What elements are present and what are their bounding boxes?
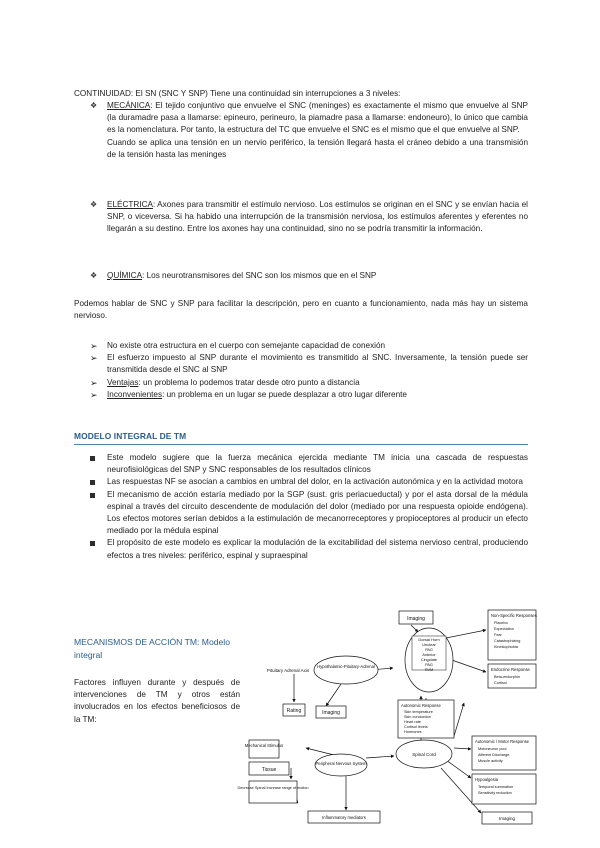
mecanica-label: MECÁNICA [107,101,151,110]
pag-line-text: PAG [425,648,433,652]
square-bullet-icon [90,456,95,461]
nonspecific-item: Catastrophizing [494,639,521,643]
section-title-modelo: MODELO INTEGRAL DE TM [74,431,528,445]
diamond-bullet-icon: ❖ [90,271,98,280]
inconvenientes-label: Inconvenientes [107,389,163,399]
modelo-item [90,476,528,488]
mecanica-text: : El tejido conjuntivo que envuelve el SNC (meninges) es exactamente el mismo que envuelve al SNP (la duramadre pasa a llamarse: epineuro, perineuro, la piamadre pasa a llamarse: endoneuro), lo único que cambia es la nomenclatura. Por tanto, la estructura del TC que envuelve el SNC es el mismo que el que envuelve al SNP. [107,101,528,135]
motor-item: Afferent Discharge [478,753,510,757]
rating-text: Rating [286,708,302,714]
autonomic-item: Skin conduction [404,715,431,719]
pag-line-text: PAG [425,663,433,667]
pag-line-text: RVM [424,668,434,672]
arrow-item [90,377,528,389]
arrow-item [90,352,528,376]
bullet-quimica [90,270,528,282]
podemos-paragraph: Podemos hablar de SNC y SNP para facilitar la descripción, pero en cuanto a funcionamiento, nada más hay un sistema nervioso. [74,299,528,321]
diamond-bullet-icon: ❖ [90,101,98,110]
autonomic-item: Hormones [404,730,422,734]
modelo-item [90,489,528,538]
bullet-mecanica [90,100,528,161]
mecanismos-title: MECANISMOS DE ACCIÓN TM: Modelo integral [74,637,230,660]
nonspecific-item: Expectation [494,627,514,631]
modelo-item-text: El mecanismo de acción estaría mediado por la SGP (sust. gris periacueductal) y por el asta dorsal de la médula espinal a través del circuito descendente de modulación del dolor (mediado por una respuesta opioide endógena). Los efectos motores serían debidos a la estimulación de mecanorreceptores y propioceptores al producir un efecto mediado por la médula espinal [107,489,528,536]
square-bullet-icon [90,541,95,546]
modelo-item-text: El propósito de este modelo es explicar la modulación de la excitabilidad del sistema nervioso central, produciendo efectos a tres niveles: periférico, espinal y supraespinal [107,538,528,560]
imaging-left-text: Imaging [322,710,340,716]
hypothalamus-text: Hypothalamic-Pituitary-Adrenal [317,664,375,669]
hypo-item: Temporal summation [478,785,514,789]
square-bullet-icon [90,480,95,485]
modelo-item [90,537,528,561]
arrow-bullet-icon: ➢ [90,353,98,364]
autonomic-item: Heart rate [404,720,421,724]
pag-line-text: Anterior [422,653,436,657]
endocrine-item: Beta-endorphin [494,675,520,679]
dorsal-horn-sub: Unclear [422,642,436,647]
arrow-bullet-icon: ➢ [90,341,98,351]
continuidad-lead: CONTINUIDAD: [74,89,134,98]
arrow-item-text: No existe otra estructura en el cuerpo con semejante capacidad de conexión [107,341,386,350]
arrow-item [90,389,528,401]
endocrine-item: Cortisol [494,681,507,685]
motor-item: Motoneuron pool [478,747,507,751]
modelo-list [90,452,528,562]
diamond-bullet-icon: ❖ [90,200,98,209]
arrow-bullet-icon: ➢ [90,389,98,400]
dorsal-horn-text: Dorsal Horn [418,637,440,642]
modelo-item [90,452,528,476]
nonspecific-item: Placebo [494,621,508,625]
continuidad-paragraph [74,88,534,100]
arrow-item [90,340,528,352]
decrease-text: Decrease Spinal Increase range of motion [237,786,309,790]
mecanica-extra: Cuando se aplica una tensión en un nervio periférico, la tensión llegará hasta el cráneo debido a una transmisión de la tensión hasta las meninges [107,137,528,159]
peripheral-text: Peripheral Nervous System [315,761,367,766]
quimica-label: QUÍMICA [107,271,143,280]
autonomic-item: Cortisol levels [404,725,428,729]
diagram-arrows [291,625,486,813]
continuidad-text: El SN (SNC Y SNP) Tiene una continuidad sin interrupciones a 3 niveles: [133,89,401,98]
ventajas-text: : un problema lo podemos tratar desde otro punto a distancia [138,377,360,387]
imaging-bottom-text: Imaging [498,816,516,821]
hypothalamus-node [314,656,378,684]
electrica-text: : Axones para transmitir el estímulo nervioso. Los estímulos se originan en el SNC y se envían hacia el SNP, o viceversa. Si ha habido una interrupción de la transmisión nerviosa, los estímulos aferentes y eferentes no llegarán a su destino. Entre los axones hay una continuidad, sino no se podría transmitir la información. [107,200,528,234]
motor-title: Autonomic / Motor Response [475,739,529,744]
modelo-item-text: Las respuestas NF se asocian a cambios en umbral del dolor, en la activación autonómica y en la actividad motora [107,477,523,487]
arrow-bullet-icon: ➢ [90,377,98,388]
mecanismos-text: Factores influyen durante y después de intervenciones de TM y otros están involucrados en los efectos beneficiosos de la TM: [74,678,240,724]
square-bullet-icon [90,493,95,498]
arrow-list [90,340,528,401]
nonspecific-item: Fear [494,633,502,637]
arrow-item-text: El esfuerzo impuesto al SNP durante el movimiento es transmitido al SNC. Inversamente, la tensión puede ser transmitida desde el SNC al SNP [107,353,528,375]
imaging-top-text: Imaging [407,616,425,622]
inconvenientes-text: : un problema en un lugar se puede desplazar a otro lugar diferente [162,389,407,399]
autonomic-item: Skin temperature [404,710,433,714]
electrica-label: ELÉCTRICA [107,200,153,209]
motor-item: Muscle activity [478,759,503,763]
inflammatory-text: Inflammatory mediators [322,815,366,820]
hypo-title: Hypoalgesia [475,777,499,782]
integral-model-diagram [237,608,537,840]
ventajas-label: Ventajas [107,377,139,387]
tissue-text: Tissue [261,767,277,773]
nonspecific-item: Kinesiophobia [494,645,518,649]
modelo-item-text: Este modelo sugiere que la fuerza mecánica ejercida mediante TM inicia una cascada de respuestas neurofisiológicas del SNP y SNC responsables de los resultados clínicos [107,453,528,475]
mechanical-text: Mechanical Stimulus [244,743,284,748]
pag-line-text: Cingulate [420,658,438,662]
decrease-box [249,781,297,803]
hpa-text: Pituitary Adrenal Axis [266,668,310,673]
bullet-electrica [90,199,528,236]
nonspecific-title: Non-Specific Responses [491,613,537,618]
quimica-text: : Los neurotransmisores del SNC son los mismos que en el SNP [142,271,377,280]
endocrine-title: Endocrine Response [491,667,530,672]
autonomic-title: Autonomic Response [401,703,441,708]
spinal-cord-text: Spinal Cord [412,752,436,757]
hypo-item: Sensitivity reduction [478,791,512,795]
